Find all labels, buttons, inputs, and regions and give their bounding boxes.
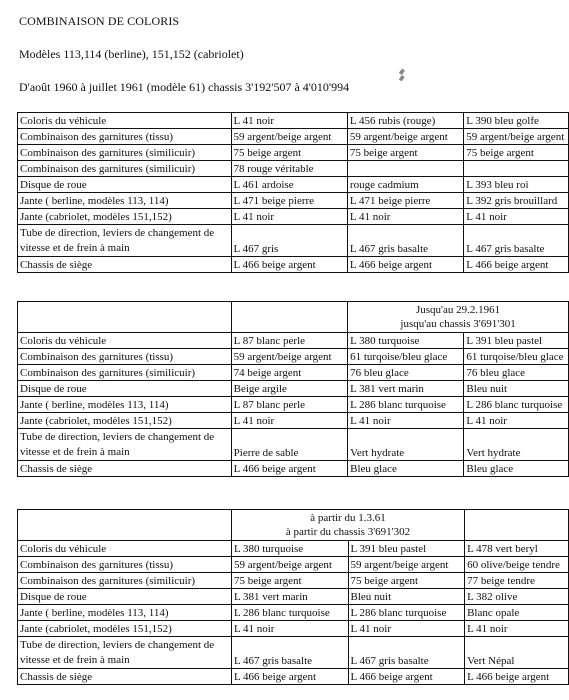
color-value-cell: Bleu nuit: [348, 589, 465, 605]
color-value-cell: L 466 beige argent: [465, 669, 569, 685]
color-value-cell: 75 beige argent: [348, 573, 465, 589]
table-row: [18, 129, 569, 145]
color-value-cell: L 391 bleu pastel: [464, 333, 569, 349]
color-value-cell: 75 beige argent: [347, 145, 463, 161]
color-value-cell: L 466 beige argent: [231, 461, 347, 477]
table1-body: [18, 113, 569, 273]
color-value-cell: L 467 gris basalte: [347, 225, 463, 257]
table-row: [18, 193, 569, 209]
table2-header-line1: Jusqu'au 29.2.1961: [415, 304, 501, 316]
table3-header-empty: [18, 510, 232, 541]
color-value-cell: L 382 olive: [465, 589, 569, 605]
row-label-cell: Jante ( berline, modèles 113, 114): [18, 605, 232, 621]
row-label-cell: Combinaison des garnitures (tissu): [18, 129, 232, 145]
color-value-cell: Beige argile: [231, 381, 347, 397]
color-value-cell: 59 argent/beige argent: [348, 557, 465, 573]
color-value-cell: L 390 bleu golfe: [464, 113, 569, 129]
color-value-cell: Vert hydrate: [348, 429, 464, 461]
row-label-cell: Chassis de siège: [18, 669, 232, 685]
color-value-cell: 78 rouge véritable: [231, 161, 347, 177]
color-value-cell: L 466 beige argent: [347, 257, 463, 273]
color-value-cell: [347, 161, 463, 177]
row-label-cell: Jante (cabriolet, modèles 151,152): [18, 209, 232, 225]
color-value-cell: L 456 rubis (rouge): [347, 113, 463, 129]
models-line: Modèles 113,114 (berline), 151,152 (cabriolet): [19, 47, 244, 61]
color-value-cell: L 87 blanc perle: [231, 333, 347, 349]
table-row: [18, 589, 569, 605]
table2-body: [18, 302, 569, 477]
table-row: [18, 257, 569, 273]
row-label-cell: Combinaison des garnitures (tissu): [18, 349, 232, 365]
row-label-cell: Coloris du véhicule: [18, 541, 232, 557]
color-value-cell: L 391 bleu pastel: [348, 541, 465, 557]
table-row: [18, 113, 569, 129]
color-value-cell: Vert Népal: [465, 637, 569, 669]
color-value-cell: L 41 noir: [465, 621, 569, 637]
color-value-cell: Pierre de sable: [231, 429, 347, 461]
table2-header-empty: [18, 302, 232, 333]
table-row: [18, 161, 569, 177]
row-label-cell: Chassis de siège: [18, 461, 232, 477]
table-row: [18, 573, 569, 589]
color-value-cell: 59 argent/beige argent: [231, 349, 347, 365]
row-label-cell: Disque de roue: [18, 177, 232, 193]
color-value-cell: L 381 vert marin: [348, 381, 464, 397]
table3-header-row: [18, 510, 569, 541]
color-value-cell: L 87 blanc perle: [231, 397, 347, 413]
row-label-cell: Combinaison des garnitures (similicuir): [18, 365, 232, 381]
color-value-cell: L 466 beige argent: [231, 257, 347, 273]
row-label-cell: Tube de direction, leviers de changement de vitesse et de frein à main: [18, 225, 232, 257]
color-value-cell: 59 argent/beige argent: [347, 129, 463, 145]
color-value-cell: 61 turqoise/bleu glace: [348, 349, 464, 365]
color-value-cell: L 466 beige argent: [348, 669, 465, 685]
color-table-1: [17, 112, 569, 273]
table-row: [18, 145, 569, 161]
table-row: [18, 349, 569, 365]
color-table-2: [17, 301, 569, 477]
color-value-cell: L 471 beige pierre: [231, 193, 347, 209]
table-row: [18, 541, 569, 557]
color-table-3: [17, 509, 569, 685]
table3-header-empty: [465, 510, 569, 541]
table-row: [18, 669, 569, 685]
color-value-cell: Bleu glace: [464, 461, 569, 477]
row-label-cell: Coloris du véhicule: [18, 333, 232, 349]
table-row: [18, 413, 569, 429]
color-value-cell: L 41 noir: [231, 413, 347, 429]
color-value-cell: L 41 noir: [231, 113, 347, 129]
color-value-cell: L 461 ardoise: [231, 177, 347, 193]
row-label-cell: Combinaison des garnitures (similicuir): [18, 573, 232, 589]
table-row: [18, 381, 569, 397]
color-value-cell: L 471 beige pierre: [347, 193, 463, 209]
table3-header-line1: à partir du 1.3.61: [310, 512, 386, 524]
color-value-cell: L 467 gris: [231, 225, 347, 257]
color-value-cell: L 286 blanc turquoise: [231, 605, 348, 621]
table-row: [18, 177, 569, 193]
row-label-cell: Coloris du véhicule: [18, 113, 232, 129]
table2-header-line2: jusqu'au chassis 3'691'301: [400, 318, 516, 330]
table-row: [18, 209, 569, 225]
row-label-cell: Combinaison des garnitures (tissu): [18, 557, 232, 573]
color-value-cell: 59 argent/beige argent: [231, 129, 347, 145]
table3-header-line2: à partir du chassis 3'691'302: [285, 526, 411, 538]
color-value-cell: L 467 gris basalte: [464, 225, 569, 257]
row-label-cell: Combinaison des garnitures (similicuir): [18, 161, 232, 177]
color-value-cell: L 41 noir: [464, 413, 569, 429]
period-line: D'août 1960 à juillet 1961 (modèle 61) chassis 3'192'507 à 4'010'994: [19, 80, 350, 94]
row-label-cell: Jante (cabriolet, modèles 151,152): [18, 413, 232, 429]
table-row: [18, 333, 569, 349]
table-row: [18, 461, 569, 477]
table-row: [18, 429, 569, 461]
color-value-cell: 76 bleu glace: [348, 365, 464, 381]
color-value-cell: L 393 bleu roi: [464, 177, 569, 193]
row-label-cell: Jante ( berline, modèles 113, 114): [18, 193, 232, 209]
row-label-cell: Tube de direction, leviers de changement de vitesse et de frein à main: [18, 429, 232, 461]
table3-period-header: [231, 510, 464, 541]
table2-header-row: [18, 302, 569, 333]
color-value-cell: L 467 gris basalte: [231, 637, 348, 669]
color-value-cell: L 41 noir: [347, 209, 463, 225]
color-value-cell: [464, 161, 569, 177]
color-value-cell: Blanc opale: [465, 605, 569, 621]
color-value-cell: Bleu nuit: [464, 381, 569, 397]
color-value-cell: L 380 turquoise: [231, 541, 348, 557]
document-title: COMBINAISON DE COLORIS: [19, 14, 180, 28]
row-label-cell: Jante ( berline, modèles 113, 114): [18, 397, 232, 413]
color-value-cell: L 466 beige argent: [464, 257, 569, 273]
color-value-cell: Bleu glace: [348, 461, 464, 477]
color-value-cell: L 286 blanc turquoise: [464, 397, 569, 413]
color-value-cell: 74 beige argent: [231, 365, 347, 381]
row-label-cell: Disque de roue: [18, 381, 232, 397]
color-value-cell: 59 argent/beige argent: [231, 557, 348, 573]
color-value-cell: L 381 vert marin: [231, 589, 348, 605]
color-value-cell: L 41 noir: [348, 413, 464, 429]
color-value-cell: L 392 gris brouillard: [464, 193, 569, 209]
table2-period-header: [348, 302, 569, 333]
color-value-cell: 59 argent/beige argent: [464, 129, 569, 145]
table-row: [18, 557, 569, 573]
color-value-cell: 60 olive/beige tendre: [465, 557, 569, 573]
color-value-cell: rouge cadmium: [347, 177, 463, 193]
row-label-cell: Combinaison des garnitures (similicuir): [18, 145, 232, 161]
color-value-cell: 76 bleu glace: [464, 365, 569, 381]
table-row: [18, 225, 569, 257]
color-value-cell: L 41 noir: [231, 621, 348, 637]
table-row: [18, 397, 569, 413]
color-value-cell: L 478 vert beryl: [465, 541, 569, 557]
table2-header-empty: [231, 302, 347, 333]
color-value-cell: L 467 gris basalte: [348, 637, 465, 669]
table-row: [18, 365, 569, 381]
color-value-cell: 77 beige tendre: [465, 573, 569, 589]
color-value-cell: L 466 beige argent: [231, 669, 348, 685]
color-value-cell: L 41 noir: [464, 209, 569, 225]
row-label-cell: Chassis de siège: [18, 257, 232, 273]
row-label-cell: Tube de direction, leviers de changement de vitesse et de frein à main: [18, 637, 232, 669]
row-label-cell: Disque de roue: [18, 589, 232, 605]
color-value-cell: 75 beige argent: [231, 145, 347, 161]
scan-speck-mark: ▚: [396, 69, 408, 82]
table-row: [18, 605, 569, 621]
color-value-cell: 61 turqoise/bleu glace: [464, 349, 569, 365]
color-value-cell: 75 beige argent: [231, 573, 348, 589]
color-value-cell: L 380 turquoise: [348, 333, 464, 349]
color-value-cell: L 41 noir: [231, 209, 347, 225]
color-value-cell: Vert hydrate: [464, 429, 569, 461]
color-value-cell: L 41 noir: [348, 621, 465, 637]
row-label-cell: Jante (cabriolet, modèles 151,152): [18, 621, 232, 637]
table3-body: [18, 510, 569, 685]
color-value-cell: L 286 blanc turquoise: [348, 605, 465, 621]
color-value-cell: L 286 blanc turquoise: [348, 397, 464, 413]
table-row: [18, 621, 569, 637]
color-value-cell: 75 beige argent: [464, 145, 569, 161]
table-row: [18, 637, 569, 669]
